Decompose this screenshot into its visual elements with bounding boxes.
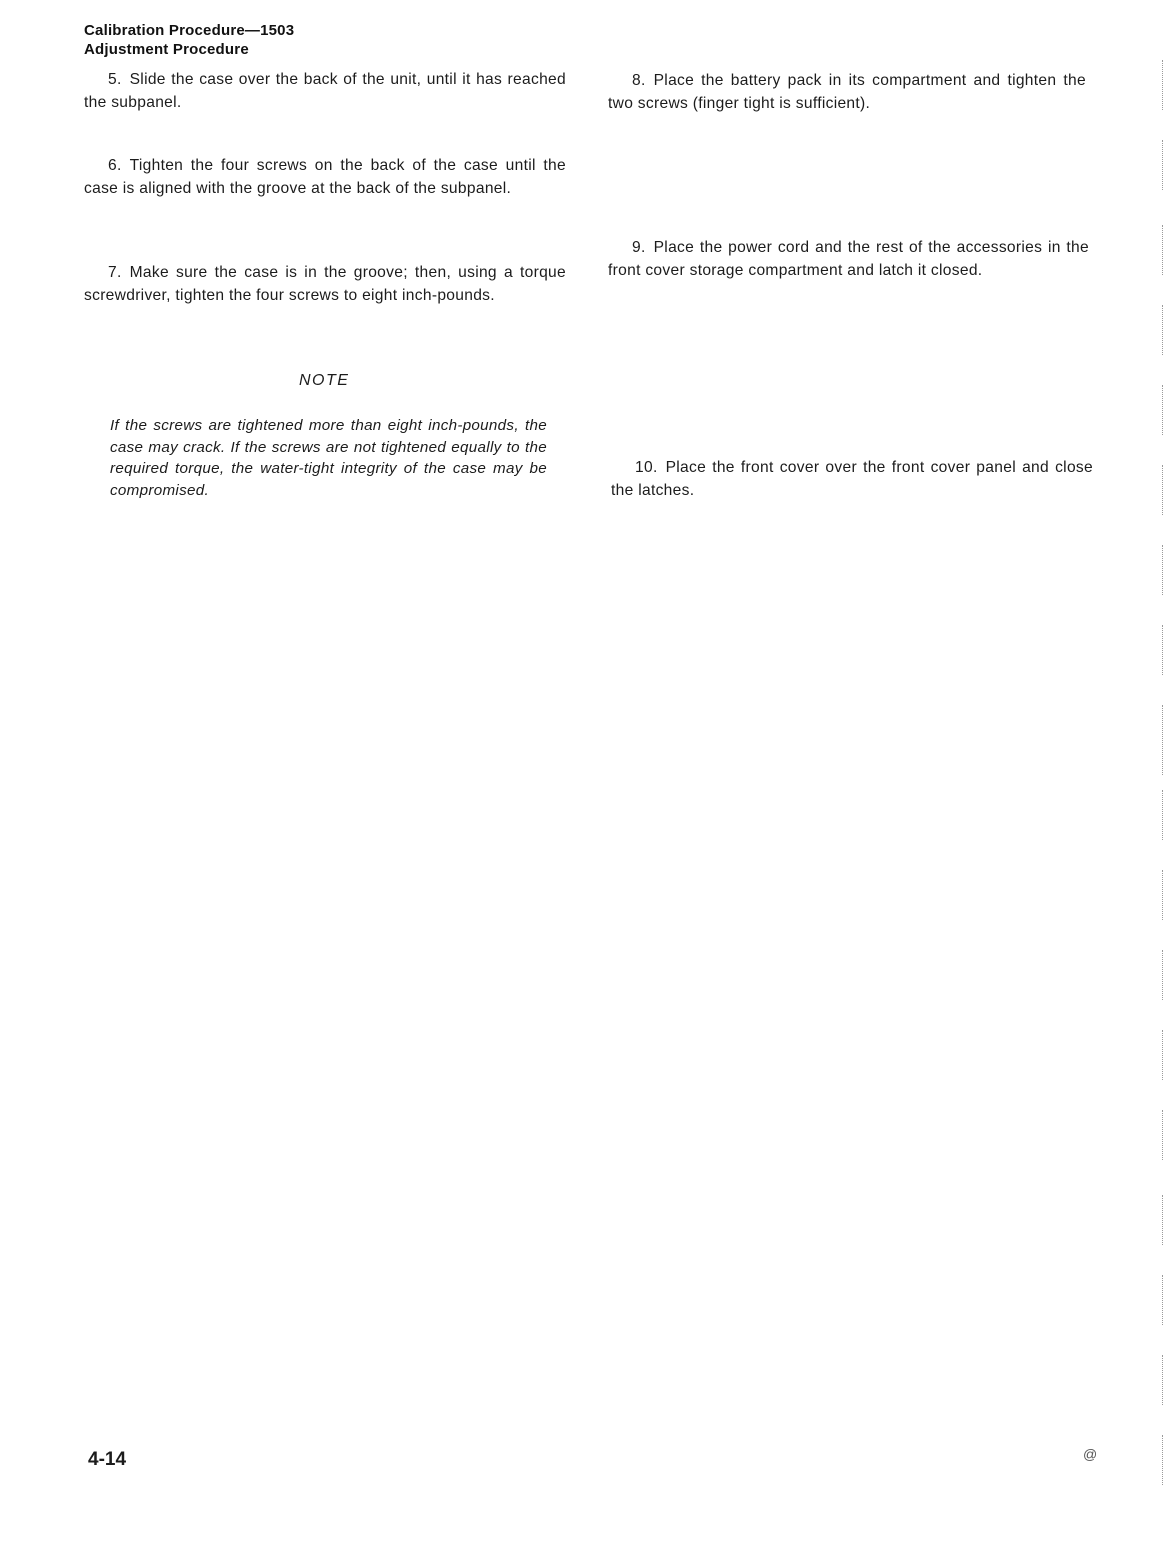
- edge-mark: [1162, 1275, 1164, 1325]
- edge-mark: [1162, 870, 1164, 920]
- procedure-step-8: [608, 70, 1086, 115]
- header-title: Calibration Procedure—1503: [84, 22, 295, 39]
- edge-mark: [1162, 545, 1164, 595]
- step-text: Place the front cover over the front cover panel and close the latches.: [611, 459, 1093, 499]
- edge-mark: [1162, 225, 1164, 275]
- page-header: [84, 21, 294, 59]
- edge-mark: [1162, 705, 1164, 775]
- edge-mark: [1162, 1355, 1164, 1405]
- procedure-step-6: [84, 155, 566, 200]
- edge-mark: [1162, 950, 1164, 1000]
- procedure-step-10: [611, 457, 1093, 502]
- edge-mark: [1162, 60, 1164, 110]
- step-number: 6.: [108, 157, 122, 174]
- step-number: 7.: [108, 264, 122, 281]
- procedure-step-7: [84, 262, 566, 307]
- edge-mark: [1162, 140, 1164, 190]
- step-text: Place the battery pack in its compartment and tighten the two screws (finger tight is sufficient).: [608, 72, 1086, 112]
- edge-mark: [1162, 1195, 1164, 1245]
- edge-mark: [1162, 790, 1164, 840]
- note-title: NOTE: [299, 372, 350, 389]
- edge-mark: [1162, 1030, 1164, 1080]
- step-text: Tighten the four screws on the back of the case until the case is aligned with the groove at the back of the subpanel.: [84, 157, 566, 197]
- note-body: If the screws are tightened more than eight inch-pounds, the case may crack. If the screws are not tightened equally to the required torque, the water-tight integrity of the case may be compromised.: [110, 417, 547, 500]
- edge-mark: [1162, 385, 1164, 435]
- procedure-step-9: [608, 237, 1089, 282]
- revision-symbol: @: [1083, 1446, 1098, 1462]
- step-text: Place the power cord and the rest of the accessories in the front cover storage compartment and latch it closed.: [608, 239, 1089, 279]
- step-number: 9.: [632, 239, 646, 256]
- edge-mark: [1162, 625, 1164, 675]
- edge-mark: [1162, 465, 1164, 515]
- edge-mark: [1162, 1110, 1164, 1160]
- header-subtitle: Adjustment Procedure: [84, 41, 249, 58]
- step-number: 10.: [635, 459, 658, 476]
- edge-mark: [1162, 1435, 1164, 1485]
- step-text: Make sure the case is in the groove; then, using a torque screwdriver, tighten the four screws to eight inch-pounds.: [84, 264, 566, 304]
- step-number: 8.: [632, 72, 646, 89]
- procedure-step-5: [84, 69, 566, 114]
- edge-mark: [1162, 305, 1164, 355]
- page-number: 4-14: [88, 1449, 127, 1470]
- step-text: Slide the case over the back of the unit, until it has reached the subpanel.: [84, 71, 566, 111]
- step-number: 5.: [108, 71, 122, 88]
